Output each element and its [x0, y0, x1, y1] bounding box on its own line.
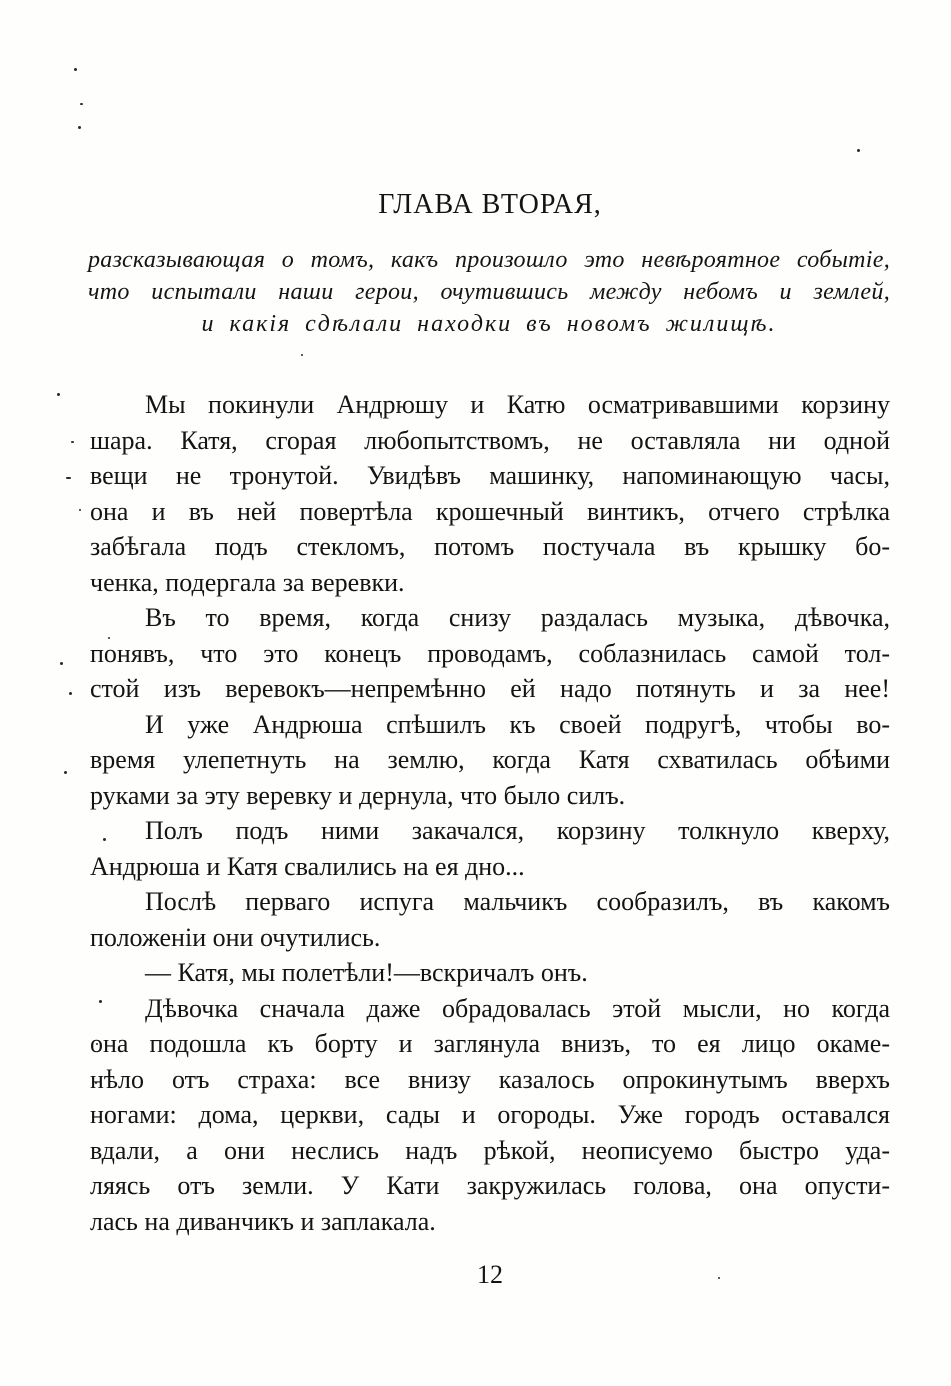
chapter-title: ГЛАВА ВТОРАЯ,: [378, 189, 602, 220]
paragraph: [90, 707, 890, 814]
subtitle-line: разсказывающая о томъ, какъ произошло это невѣроятное событіе,: [88, 247, 890, 273]
scan-speck: [78, 126, 81, 129]
text-line: время улепетнуть на землю, когда Катя схватилась обѣими: [90, 745, 890, 774]
page-number: 12: [477, 1260, 503, 1289]
text-line: И уже Андрюша спѣшилъ къ своей подругѣ, чтобы во-: [145, 709, 890, 739]
paragraph: [90, 884, 890, 955]
scan-speck: [301, 354, 303, 356]
text-line: она и въ ней повертѣла крошечный винтикъ, отчего стрѣлка: [90, 496, 890, 526]
scan-speck: [74, 68, 77, 71]
text-line: она подошла къ борту и заглянула внизъ, то ея лицо окаме-: [90, 1029, 890, 1058]
text-line: понявъ, что это конецъ проводамъ, соблазнилась самой тол-: [90, 638, 890, 668]
text-line: лась на диванчикъ и заплакала.: [90, 1206, 436, 1236]
scan-speck: [79, 509, 81, 511]
paragraph: [90, 387, 890, 600]
text-line: Послѣ перваго испуга мальчикъ сообразилъ, въ какомъ: [145, 887, 890, 916]
text-line: вещи не тронутой. Увидѣвъ машинку, напоминающую часы,: [90, 461, 890, 490]
text-line: шара. Катя, сгорая любопытствомъ, не оставляла ни одной: [90, 425, 890, 455]
scan-speck: [64, 771, 67, 774]
text-line: забѣгала подъ стекломъ, потомъ постучала въ крышку бо-: [90, 532, 890, 561]
text-line: Мы покинули Андрюшу и Катю осматривавшими корзину: [145, 390, 890, 419]
text-line: стой изъ веревокъ—непремѣнно ей надо потянуть и за нее!: [90, 674, 890, 703]
text-line: вдали, а они неслись надъ рѣкой, неописуемо быстро уда-: [90, 1135, 890, 1165]
paragraph: [90, 955, 890, 991]
scan-speck: [71, 441, 74, 443]
subtitle-line: что испытали наши герои, очутившись между небомъ и землей,: [88, 279, 890, 305]
text-line: ляясь отъ земли. У Кати закружилась голова, она опусти-: [90, 1171, 890, 1200]
text-line: Въ то время, когда снизу раздалась музыка, дѣвочка,: [145, 603, 890, 632]
scan-speck: [66, 477, 71, 479]
text-line: положеніи они очутились.: [90, 922, 381, 952]
text-line: ногами: дома, церкви, сады и огороды. Уже городъ оставался: [90, 1100, 890, 1129]
text-line: Полъ подъ ними закачался, корзину толкнуло кверху,: [145, 816, 890, 845]
subtitle-line: и какія сдѣлали находки въ новомъ жилищѣ.: [201, 311, 777, 337]
paragraph: [90, 991, 890, 1240]
text-line: нѣло отъ страха: все внизу казалось опрокинутымъ вверхъ: [90, 1064, 890, 1094]
text-line: Андрюша и Катя свалились на ея дно...: [90, 851, 525, 881]
scan-speck: [857, 149, 860, 152]
scan-speck: [80, 103, 83, 105]
text-line: Дѣвочка сначала даже обрадовалась этой мысли, но когда: [145, 993, 890, 1023]
scan-speck: [69, 692, 72, 695]
text-line: ченка, подергала за веревки.: [90, 567, 405, 597]
paragraph: [90, 600, 890, 707]
paragraph: [90, 813, 890, 884]
text-line: руками за эту веревку и дернула, что было силъ.: [90, 780, 626, 810]
chapter-body: [90, 387, 890, 1239]
scan-speck: [57, 393, 60, 396]
chapter-subtitle: [88, 244, 890, 340]
text-line: — Катя, мы полетѣли!—вскричалъ онъ.: [145, 958, 588, 987]
scan-speck: [60, 662, 63, 665]
